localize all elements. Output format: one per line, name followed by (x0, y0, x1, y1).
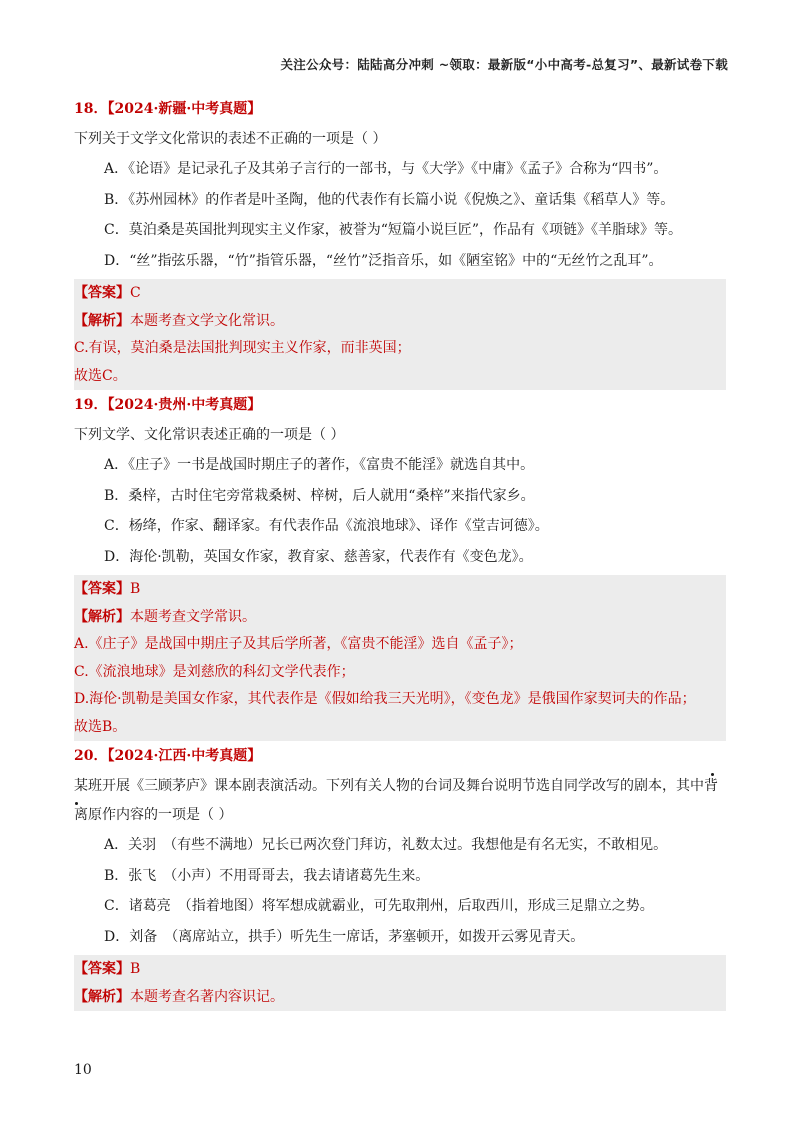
option-b: B．张飞 （小声）不用哥哥去，我去请诸葛先生来。 (104, 867, 430, 884)
analysis-text: 本题考查文学常识。 (130, 608, 256, 625)
answer-value: C (130, 285, 141, 301)
explanation-line: C.《流浪地球》是刘慈欣的科幻文学代表作； (74, 663, 355, 680)
question-heading: 20．【2024·江西·中考真题】 (74, 748, 262, 764)
analysis-text: 本题考查名著内容识记。 (130, 988, 284, 1005)
option-d: D．“丝”指弦乐器，“竹”指管乐器，“丝竹”泛指音乐，如《陋室铭》中的“无丝竹之乱耳”。 (104, 252, 663, 269)
answer-label: 【答案】 (74, 581, 130, 597)
analysis-text: 本题考查文学文化常识。 (130, 312, 284, 329)
option-a: A．《庄子》一书是战国时期庄子的著作，《富贵不能淫》就选自其中。 (104, 457, 535, 473)
emphasis-char: 背 (704, 778, 718, 794)
analysis-label: 【解析】 (74, 312, 130, 329)
conclusion: 故选B。 (74, 718, 127, 735)
answer-box (74, 575, 726, 741)
answer-box (74, 955, 726, 1011)
option-b: B．《苏州园林》的作者是叶圣陶，他的代表作有长篇小说《倪焕之》、童话集《稻草人》等。 (104, 191, 675, 208)
analysis-label: 【解析】 (74, 608, 130, 625)
question-heading: 19．【2024·贵州·中考真题】 (74, 397, 262, 413)
question-20 (74, 741, 726, 1011)
option-b: B．桑梓，古时住宅旁常栽桑树、梓树，后人就用“桑梓”来指代家乡。 (104, 487, 535, 504)
explanation-line: D.海伦·凯勒是美国女作家，其代表作是《假如给我三天光明》，《变色龙》是俄国作家契诃夫的作品； (74, 691, 696, 707)
explanation-line: C.有误，莫泊桑是法国批判现实主义作家，而非英国； (74, 340, 411, 356)
question-stem (74, 772, 726, 830)
option-d: D．海伦·凯勒，英国女作家，教育家、慈善家，代表作有《变色龙》。 (104, 548, 533, 565)
question-heading: 18．【2024·新疆·中考真题】 (74, 101, 262, 117)
emphasis-char: 离 (74, 807, 88, 823)
answer-label: 【答案】 (74, 285, 130, 301)
question-19 (74, 390, 726, 741)
answer-label: 【答案】 (74, 961, 130, 977)
stem-text: 原作内容的一项是（ ） (88, 807, 233, 823)
page-number: 10 (74, 1062, 92, 1078)
question-stem: 下列关于文学文化常识的表述不正确的一项是（ ） (74, 131, 387, 147)
question-stem: 下列文学、文化常识表述正确的一项是（ ） (74, 427, 345, 443)
answer-value: B (130, 581, 141, 597)
option-c: C．杨绛，作家、翻译家。有代表作品《流浪地球》、译作《堂吉诃德》。 (104, 518, 549, 534)
page-content (74, 94, 726, 1011)
option-c: C．诸葛亮 （指着地图）将军想成就霸业，可先取荆州，后取西川，形成三足鼎立之势。 (104, 898, 654, 914)
question-18 (74, 94, 726, 390)
option-a: A．关羽 （有些不满地）兄长已两次登门拜访，礼数太过。我想他是有名无实，不敢相见。 (104, 837, 668, 853)
analysis-label: 【解析】 (74, 988, 130, 1005)
option-a: A．《论语》是记录孔子及其弟子言行的一部书，与《大学》《中庸》《孟子》合称为“四书”。 (104, 161, 668, 177)
answer-value: B (130, 961, 141, 977)
option-c: C．莫泊桑是英国批判现实主义作家，被誉为“短篇小说巨匠”，作品有《项链》《羊脂球》等。 (104, 222, 683, 238)
stem-text: 某班开展《三顾茅庐》课本剧表演活动。下列有关人物的台词及舞台说明节选自同学改写的剧本，其中 (74, 778, 704, 794)
option-d: D．刘备 （离席站立，拱手）听先生一席话，茅塞顿开，如拨开云雾见青天。 (104, 928, 585, 945)
conclusion: 故选C。 (74, 367, 127, 384)
page-header: 关注公众号：陆陆高分冲刺 ~领取：最新版“小中高考-总复习”、最新试卷下载 (280, 57, 728, 72)
answer-box (74, 279, 726, 390)
explanation-line: A.《庄子》是战国中期庄子及其后学所著，《富贵不能淫》选自《孟子》； (74, 636, 523, 652)
